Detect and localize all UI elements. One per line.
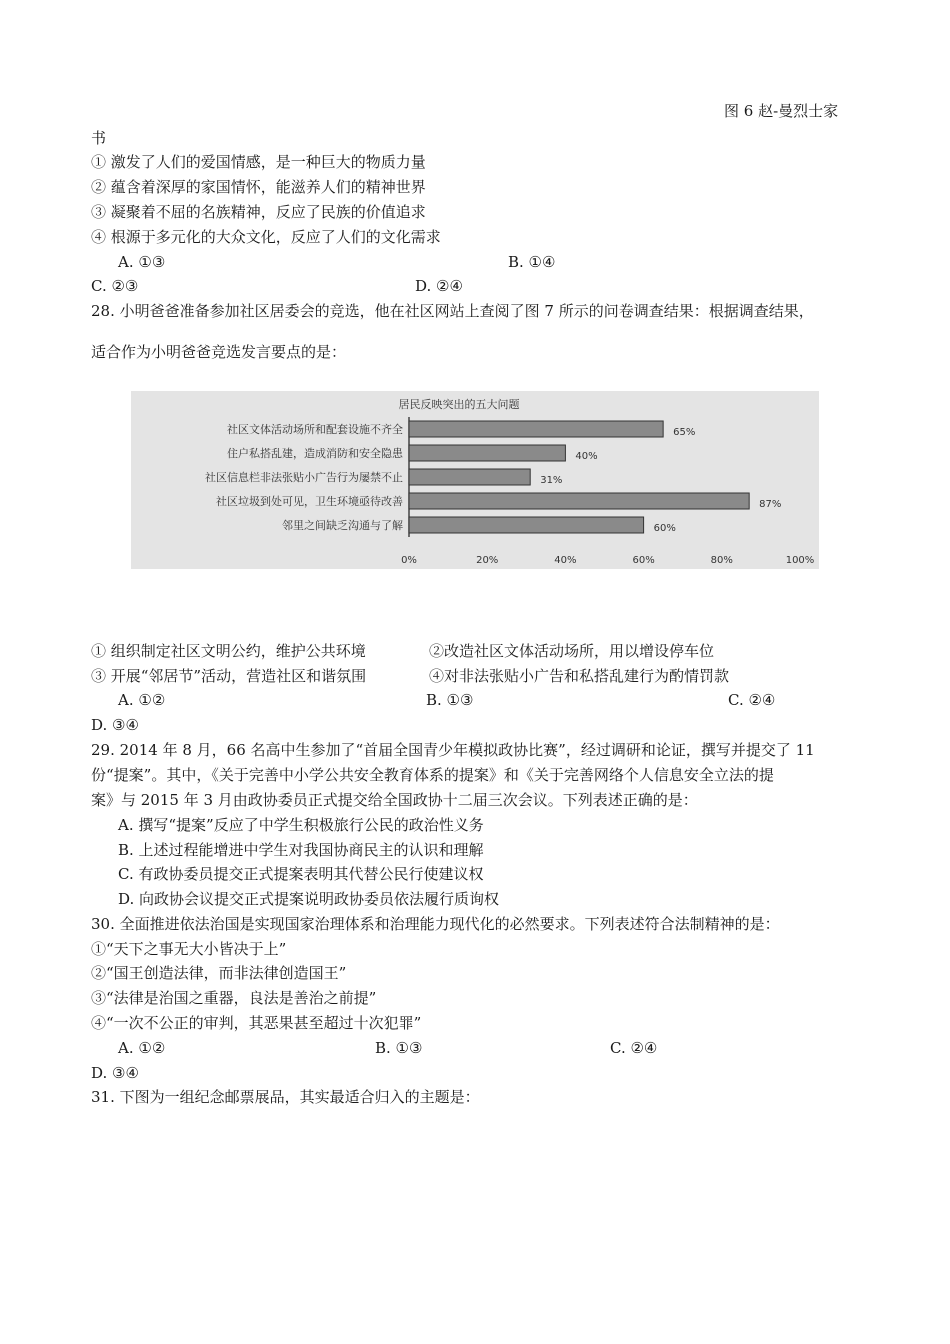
q30-answer-d: D. ③④: [91, 1064, 139, 1082]
q28-answer-c: C. ②④: [728, 691, 776, 709]
chart-bar: [409, 445, 565, 461]
q28-option-3: ③ 开展“邻居节”活动，营造社区和谐氛围: [91, 667, 367, 685]
survey-bar-chart-svg: [131, 391, 819, 569]
q27-option-1: ① 激发了人们的爱国情感，是一种巨大的物质力量: [91, 153, 426, 171]
q30-answer-a: A. ①②: [118, 1039, 166, 1057]
q28-option-1: ① 组织制定社区文明公约，维护公共环境: [91, 642, 366, 660]
chart-tick-label: 80%: [710, 555, 733, 566]
q28-stem-line-2: 适合作为小明爸爸竞选发言要点的是：: [91, 343, 347, 361]
chart-category-label: 社区文体活动场所和配套设施不齐全: [227, 423, 403, 436]
chart-tick-label: 40%: [554, 555, 577, 566]
figure-caption: 图 6 赵-曼烈士家: [724, 102, 839, 120]
q28-stem-line-1: 28. 小明爸爸准备参加社区居委会的竞选，他在社区网站上查阅了图 7 所示的问卷调查结果：根据调查结果，: [91, 302, 814, 320]
q28-option-4: ④对非法张贴小广告和私搭乱建行为酌情罚款: [429, 667, 730, 685]
q28-answer-a: A. ①②: [118, 691, 166, 709]
q29-stem-line-2: 份“提案”。其中，《关于完善中小学公共安全教育体系的提案》和《关于完善网络个人信息安全立法的提: [91, 766, 774, 784]
q27-answer-b: B. ①④: [508, 253, 556, 271]
q30-option-1: ①“天下之事无大小皆决于上”: [91, 940, 287, 958]
chart-category-label: 社区垃圾到处可见，卫生环境亟待改善: [216, 495, 403, 508]
chart-tick-label: 20%: [476, 555, 499, 566]
chart-tick-label: 100%: [785, 555, 815, 566]
chart-value-label: 87%: [759, 499, 782, 510]
q27-answer-c: C. ②③: [91, 277, 139, 295]
q29-choice-c: C. 有政协委员提交正式提案表明其代替公民行使建议权: [118, 865, 484, 883]
q29-stem-line-1: 29. 2014 年 8 月，66 名高中生参加了“首届全国青少年模拟政协比赛”，经过调研和论证，撰写并提交了 11: [91, 741, 815, 759]
chart-bar: [409, 493, 749, 509]
q30-option-4: ④“一次不公正的审判，其恶果甚至超过十次犯罪”: [91, 1014, 422, 1032]
q29-stem-line-3: 案》与 2015 年 3 月由政协委员正式提交给全国政协十二届三次会议。下列表述正确的是：: [91, 791, 698, 809]
chart-value-label: 40%: [575, 451, 598, 462]
survey-bar-chart: [131, 391, 819, 569]
chart-category-label: 住户私搭乱建，造成消防和安全隐患: [227, 447, 403, 460]
q27-option-4: ④ 根源于多元化的大众文化，反应了人们的文化需求: [91, 228, 441, 246]
q28-option-2: ②改造社区文体活动场所，用以增设停车位: [429, 642, 715, 660]
q30-option-3: ③“法律是治国之重器，良法是善治之前提”: [91, 989, 377, 1007]
q28-answer-d: D. ③④: [91, 716, 139, 734]
q27-answer-d: D. ②④: [415, 277, 463, 295]
q29-choice-a: A. 撰写“提案”反应了中学生积极旅行公民的政治性义务: [118, 816, 484, 834]
chart-value-label: 31%: [540, 475, 563, 486]
q27-option-2: ② 蕴含着深厚的家国情怀，能滋养人们的精神世界: [91, 178, 426, 196]
figure-caption-continued: 书: [91, 129, 107, 147]
chart-category-label: 社区信息栏非法张贴小广告行为屡禁不止: [205, 471, 403, 484]
q30-stem: 30. 全面推进依法治国是实现国家治理体系和治理能力现代化的必然要求。下列表述符合法制精神的是：: [91, 915, 780, 933]
q30-option-2: ②“国王创造法律，而非法律创造国王”: [91, 964, 347, 982]
q29-choice-d: D. 向政协会议提交正式提案说明政协委员依法履行质询权: [118, 890, 500, 908]
chart-value-label: 65%: [673, 427, 696, 438]
q28-answer-b: B. ①③: [426, 691, 474, 709]
chart-tick-label: 60%: [632, 555, 655, 566]
q27-answer-a: A. ①③: [118, 253, 166, 271]
chart-category-label: 邻里之间缺乏沟通与了解: [282, 519, 403, 532]
q27-option-3: ③ 凝聚着不屈的名族精神，反应了民族的价值追求: [91, 203, 426, 221]
chart-bar: [409, 421, 663, 437]
chart-bar: [409, 469, 530, 485]
chart-title: 居民反映突出的五大问题: [398, 398, 520, 411]
q31-stem: 31. 下图为一组纪念邮票展品，其实最适合归入的主题是：: [91, 1088, 480, 1106]
q29-choice-b: B. 上述过程能增进中学生对我国协商民主的认识和理解: [118, 841, 484, 859]
chart-bar: [409, 517, 644, 533]
chart-tick-label: 0%: [401, 555, 417, 566]
q30-answer-c: C. ②④: [610, 1039, 658, 1057]
q30-answer-b: B. ①③: [375, 1039, 423, 1057]
chart-value-label: 60%: [653, 523, 676, 534]
